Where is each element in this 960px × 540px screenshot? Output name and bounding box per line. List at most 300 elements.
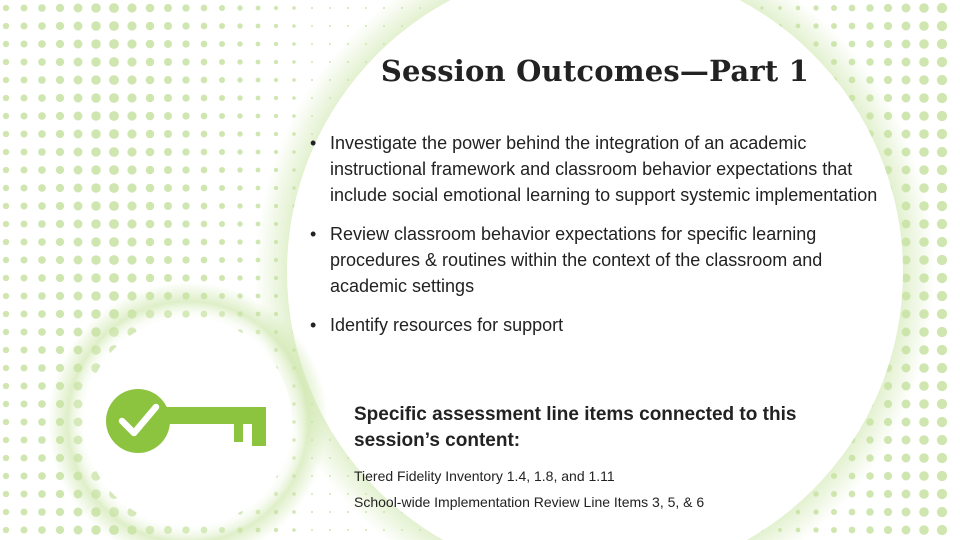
background-dot <box>56 22 64 30</box>
background-dot <box>937 21 947 31</box>
background-dot <box>937 57 947 67</box>
assessment-list <box>354 463 704 515</box>
background-dot <box>274 24 278 28</box>
background-dot <box>3 95 9 101</box>
background-dot <box>3 383 9 389</box>
background-dot <box>38 238 46 246</box>
bullet-icon: • <box>310 133 317 153</box>
background-dot <box>201 257 208 264</box>
background-dot <box>21 275 28 282</box>
background-dot <box>937 399 947 409</box>
background-dot <box>38 130 46 138</box>
background-dot <box>21 419 28 426</box>
background-dot <box>3 131 9 137</box>
background-dot <box>74 22 83 31</box>
background-dot <box>937 165 947 175</box>
background-dot <box>109 147 119 157</box>
background-dot <box>164 40 172 48</box>
background-dot <box>937 435 947 445</box>
background-dot <box>38 40 46 48</box>
background-dot <box>902 418 911 427</box>
background-dot <box>256 78 261 83</box>
background-dot <box>146 220 155 229</box>
background-dot <box>109 3 119 13</box>
background-dot <box>201 77 208 84</box>
background-dot <box>56 328 64 336</box>
background-dot <box>884 40 892 48</box>
background-dot <box>56 202 64 210</box>
background-dot <box>329 25 331 27</box>
background-dot <box>237 5 242 10</box>
background-dot <box>919 453 929 463</box>
background-dot <box>919 93 929 103</box>
background-dot <box>91 291 101 301</box>
background-dot <box>937 453 947 463</box>
background-dot <box>219 167 225 173</box>
background-dot <box>109 57 119 67</box>
background-dot <box>3 401 9 407</box>
background-dot <box>182 274 189 281</box>
background-dot <box>256 24 261 29</box>
background-dot <box>219 131 225 137</box>
background-dot <box>219 59 225 65</box>
background-dot <box>38 526 46 534</box>
background-dot <box>56 112 64 120</box>
background-dot <box>38 454 46 462</box>
background-dot <box>902 22 911 31</box>
background-dot <box>127 21 136 30</box>
background-dot <box>56 346 64 354</box>
background-dot <box>813 5 818 10</box>
background-dot <box>219 41 225 47</box>
background-dot <box>21 527 28 534</box>
background-dot <box>3 347 9 353</box>
background-dot <box>937 327 947 337</box>
background-dot <box>866 40 873 47</box>
background-dot <box>3 365 9 371</box>
background-dot <box>91 165 101 175</box>
background-dot <box>127 219 136 228</box>
assessment-item: Tiered Fidelity Inventory 1.4, 1.8, and 1.11 <box>354 468 615 484</box>
key-head <box>106 389 170 453</box>
background-dot <box>884 526 892 534</box>
background-dot <box>937 489 947 499</box>
background-dot <box>21 167 28 174</box>
background-dot <box>219 95 225 101</box>
background-dot <box>256 42 261 47</box>
background-dot <box>937 363 947 373</box>
bullet-icon: • <box>310 315 317 335</box>
background-dot <box>902 40 911 49</box>
background-dot <box>56 526 64 534</box>
background-dot <box>937 147 947 157</box>
background-dot <box>3 527 9 533</box>
background-dot <box>274 6 278 10</box>
background-dot <box>347 7 349 9</box>
background-dot <box>56 184 64 192</box>
background-dot <box>109 165 119 175</box>
background-dot <box>201 203 208 210</box>
background-dot <box>237 41 242 46</box>
background-dot <box>937 255 947 265</box>
background-dot <box>21 113 28 120</box>
background-dot <box>237 257 242 262</box>
background-dot <box>146 274 155 283</box>
background-dot <box>884 508 892 516</box>
background-dot <box>937 417 947 427</box>
background-dot <box>164 202 172 210</box>
background-dot <box>127 183 136 192</box>
background-dot <box>109 201 119 211</box>
background-dot <box>902 508 911 517</box>
background-dot <box>866 4 873 11</box>
background-dot <box>329 43 331 45</box>
background-dot <box>3 167 9 173</box>
background-dot <box>919 39 929 49</box>
background-dot <box>274 132 278 136</box>
key-tooth <box>234 424 243 442</box>
background-dot <box>219 5 225 11</box>
background-dot <box>21 311 28 318</box>
background-dot <box>292 6 296 10</box>
background-dot <box>109 273 119 283</box>
background-dot <box>21 329 28 336</box>
background-dot <box>237 203 242 208</box>
background-dot <box>849 509 856 516</box>
background-dot <box>164 256 172 264</box>
background-dot <box>164 238 172 246</box>
background-dot <box>219 185 225 191</box>
background-dot <box>201 23 208 30</box>
background-dot <box>38 22 46 30</box>
background-dot <box>256 168 261 173</box>
background-dot <box>21 455 28 462</box>
background-dot <box>274 78 278 82</box>
background-dot <box>274 60 278 64</box>
background-dot <box>109 111 119 121</box>
background-dot <box>21 5 28 12</box>
background-dot <box>56 508 64 516</box>
background-dot <box>38 292 46 300</box>
background-dot <box>3 491 9 497</box>
background-dot <box>3 113 9 119</box>
background-dot <box>109 39 119 49</box>
background-dot <box>146 58 155 67</box>
background-dot <box>237 239 242 244</box>
background-dot <box>182 202 189 209</box>
background-dot <box>365 7 367 9</box>
background-dot <box>831 527 837 533</box>
background-dot <box>866 490 873 497</box>
background-dot <box>937 3 947 13</box>
background-dot <box>164 166 172 174</box>
background-dot <box>3 203 9 209</box>
background-dot <box>21 149 28 156</box>
background-dot <box>347 529 349 531</box>
background-dot <box>74 166 83 175</box>
background-dot <box>21 365 28 372</box>
background-dot <box>256 6 261 11</box>
background-dot <box>3 419 9 425</box>
background-dot <box>74 184 83 193</box>
background-dot <box>3 311 9 317</box>
background-dot <box>182 130 189 137</box>
background-dot <box>21 473 28 480</box>
background-dot <box>74 130 83 139</box>
background-dot <box>38 418 46 426</box>
background-dot <box>127 129 136 138</box>
background-dot <box>21 203 28 210</box>
key-shaft <box>164 407 266 424</box>
background-dot <box>937 471 947 481</box>
background-dot <box>91 147 101 157</box>
background-dot <box>91 21 101 31</box>
background-dot <box>347 25 349 27</box>
background-dot <box>91 255 101 265</box>
background-dot <box>56 94 64 102</box>
background-dot <box>182 184 189 191</box>
background-dot <box>21 95 28 102</box>
background-dot <box>937 111 947 121</box>
background-dot <box>201 275 208 282</box>
background-dot <box>919 381 929 391</box>
background-dot <box>38 436 46 444</box>
background-dot <box>109 291 119 301</box>
background-dot <box>237 167 242 172</box>
background-dot <box>201 185 208 192</box>
background-dot <box>91 129 101 139</box>
outcome-text: Identify resources for support <box>330 315 564 335</box>
background-dot <box>3 239 9 245</box>
background-dot <box>937 219 947 229</box>
background-dot <box>38 382 46 390</box>
background-dot <box>56 58 64 66</box>
background-dot <box>866 22 873 29</box>
background-dot <box>3 293 9 299</box>
background-dot <box>56 490 64 498</box>
background-dot <box>182 4 189 11</box>
background-dot <box>3 257 9 263</box>
background-dot <box>219 257 225 263</box>
background-dot <box>3 275 9 281</box>
background-dot <box>56 220 64 228</box>
background-dot <box>919 3 929 13</box>
background-dot <box>256 114 261 119</box>
background-dot <box>21 491 28 498</box>
background-dot <box>256 204 261 209</box>
background-dot <box>127 237 136 246</box>
background-dot <box>3 329 9 335</box>
background-dot <box>109 93 119 103</box>
background-dot <box>3 77 9 83</box>
background-dot <box>902 4 911 13</box>
background-dot <box>56 238 64 246</box>
background-dot <box>38 202 46 210</box>
background-dot <box>311 43 313 45</box>
background-dot <box>292 24 296 28</box>
background-dot <box>919 471 929 481</box>
background-dot <box>219 149 225 155</box>
background-dot <box>919 129 929 139</box>
outcome-item <box>310 312 890 338</box>
background-dot <box>56 274 64 282</box>
background-dot <box>237 59 242 64</box>
background-dot <box>937 201 947 211</box>
background-dot <box>146 40 155 49</box>
background-dot <box>3 5 9 11</box>
background-dot <box>256 96 261 101</box>
background-dot <box>109 237 119 247</box>
background-dot <box>74 526 83 535</box>
background-dot <box>849 41 856 48</box>
background-dot <box>919 417 929 427</box>
background-dot <box>182 166 189 173</box>
background-dot <box>21 185 28 192</box>
background-dot <box>109 183 119 193</box>
background-dot <box>884 490 892 498</box>
slide-title: Session Outcomes—Part 1 <box>380 54 810 88</box>
background-dot <box>146 166 155 175</box>
background-dot <box>56 130 64 138</box>
background-dot <box>127 57 136 66</box>
background-dot <box>902 436 911 445</box>
background-dot <box>256 132 261 137</box>
outcome-text: Investigate the power behind the integration of an academic instructional framework and classroom behavior expectations that include social emotional learning to support systemic implementation <box>330 133 878 205</box>
background-dot <box>91 273 101 283</box>
background-dot <box>3 149 9 155</box>
background-dot <box>937 525 947 535</box>
background-dot <box>164 274 172 282</box>
background-dot <box>219 275 225 281</box>
background-dot <box>38 256 46 264</box>
background-dot <box>38 220 46 228</box>
background-dot <box>849 5 856 12</box>
background-dot <box>884 472 892 480</box>
background-dot <box>146 4 155 13</box>
background-dot <box>919 75 929 85</box>
background-dot <box>74 112 83 121</box>
background-dot <box>3 509 9 515</box>
background-dot <box>146 130 155 139</box>
background-dot <box>74 4 83 13</box>
background-dot <box>902 112 911 121</box>
background-dot <box>56 4 64 12</box>
background-dot <box>127 255 136 264</box>
background-dot <box>38 148 46 156</box>
background-dot <box>56 256 64 264</box>
background-dot <box>292 42 296 46</box>
background-dot <box>256 186 261 191</box>
background-dot <box>74 220 83 229</box>
background-dot <box>3 23 9 29</box>
key-tooth <box>252 424 266 446</box>
background-dot <box>237 149 242 154</box>
background-dot <box>21 257 28 264</box>
background-dot <box>256 150 261 155</box>
background-dot <box>21 293 28 300</box>
background-dot <box>74 292 83 301</box>
background-dot <box>884 4 892 12</box>
background-dot <box>365 529 367 531</box>
background-dot <box>127 111 136 120</box>
background-dot <box>902 472 911 481</box>
background-dot <box>164 148 172 156</box>
background-dot <box>274 96 278 100</box>
background-dot <box>902 526 911 535</box>
background-dot <box>91 219 101 229</box>
background-dot <box>127 147 136 156</box>
background-dot <box>74 94 83 103</box>
background-dot <box>201 221 208 228</box>
background-dot <box>937 345 947 355</box>
background-dot <box>311 25 313 27</box>
background-dot <box>201 167 208 174</box>
background-dot <box>937 93 947 103</box>
background-dot <box>146 94 155 103</box>
background-dot <box>311 493 313 495</box>
background-dot <box>237 275 242 280</box>
background-dot <box>902 454 911 463</box>
background-dot <box>3 473 9 479</box>
background-dot <box>127 3 136 12</box>
background-dot <box>127 273 136 282</box>
background-dot <box>38 58 46 66</box>
background-dot <box>937 237 947 247</box>
background-dot <box>146 202 155 211</box>
background-dot <box>146 184 155 193</box>
background-dot <box>74 40 83 49</box>
background-dot <box>937 273 947 283</box>
background-dot <box>219 77 225 83</box>
background-dot <box>182 256 189 263</box>
background-dot <box>866 508 873 515</box>
background-dot <box>164 130 172 138</box>
background-dot <box>182 148 189 155</box>
background-dot <box>237 221 242 226</box>
background-dot <box>919 147 929 157</box>
background-dot <box>919 57 929 67</box>
background-dot <box>21 59 28 66</box>
background-dot <box>91 3 101 13</box>
background-dot <box>38 490 46 498</box>
checkmark-key-icon <box>100 383 270 463</box>
bullet-icon: • <box>310 224 317 244</box>
background-dot <box>38 400 46 408</box>
background-dot <box>902 94 911 103</box>
background-dot <box>38 4 46 12</box>
background-dot <box>74 256 83 265</box>
background-dot <box>3 221 9 227</box>
background-dot <box>21 401 28 408</box>
background-dot <box>937 129 947 139</box>
background-dot <box>919 399 929 409</box>
background-dot <box>127 165 136 174</box>
background-dot <box>74 58 83 67</box>
background-dot <box>182 238 189 245</box>
background-dot <box>38 328 46 336</box>
background-dot <box>38 364 46 372</box>
background-dot <box>347 511 349 513</box>
background-dot <box>919 507 929 517</box>
background-dot <box>201 41 208 48</box>
background-dot <box>182 58 189 65</box>
background-dot <box>127 39 136 48</box>
background-dot <box>919 111 929 121</box>
background-dot <box>127 93 136 102</box>
background-dot <box>109 75 119 85</box>
background-dot <box>849 23 856 30</box>
assessment-item: School-wide Implementation Review Line Items 3, 5, & 6 <box>354 494 705 510</box>
